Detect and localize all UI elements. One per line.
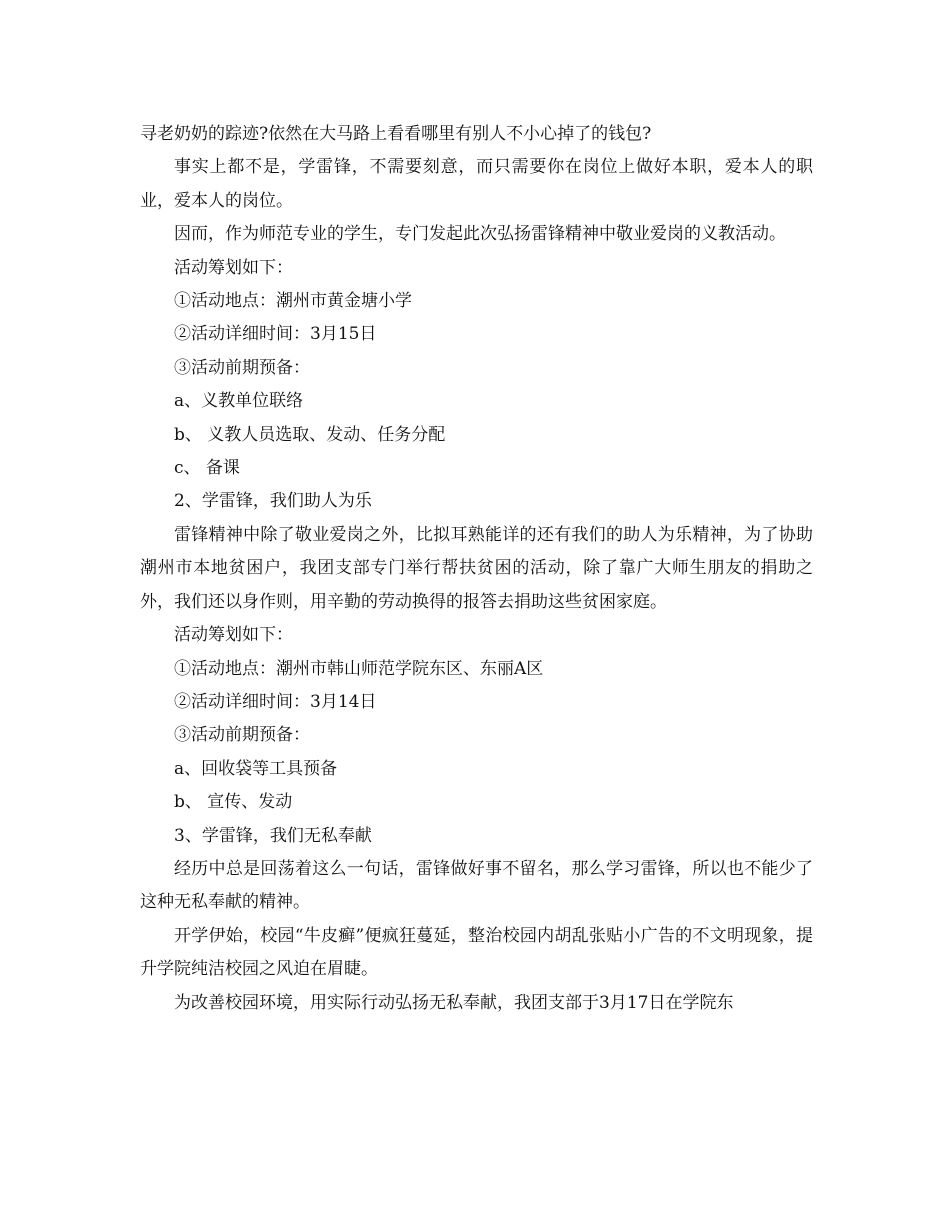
list-item: a、回收袋等工具预备 [174,758,338,779]
paragraph: 寻老奶奶的踪迹?依然在大马路上看看哪里有别人不小心掉了的钱包? [140,124,652,144]
document-body [140,118,813,1020]
paragraph: 活动筹划如下： [174,625,293,646]
list-item: ②活动详细时间：3月14日 [174,691,377,712]
list-item: ③活动前期预备： [174,357,310,378]
list-item: ①活动地点：潮州市韩山师范学院东区、东丽A区 [174,658,544,679]
list-item: b、 宣传、发动 [174,792,293,813]
list-item: a、义教单位联络 [174,391,304,412]
paragraph: 开学伊始，校园“牛皮癣”便疯狂蔓延，整治校园内胡乱张贴小广告的不文明现象，提升学院纯洁校园之风迫在眉睫。 [140,925,813,980]
section-heading: 3、学雷锋，我们无私奉献 [174,825,372,846]
list-item: b、 义教人员选取、发动、任务分配 [174,424,446,445]
paragraph: 活动筹划如下： [174,257,293,278]
section-heading: 2、学雷锋，我们助人为乐 [174,491,372,512]
paragraph: 事实上都不是，学雷锋，不需要刻意，而只需要你在岗位上做好本职，爱本人的职业，爱本人的岗位。 [140,157,813,211]
paragraph: 雷锋精神中除了敬业爱岗之外，比拟耳熟能详的还有我们的助人为乐精神，为了协助潮州市本地贫困户，我团支部专门举行帮扶贫困的活动，除了靠广大师生朋友的捐助之外，我们还以身作则，用辛勤的劳动换得的报答去捐助这些贫困家庭。 [140,524,813,612]
list-item: ①活动地点：潮州市黄金塘小学 [174,291,412,312]
list-item: ③活动前期预备： [174,725,310,746]
list-item: c、 备课 [174,458,240,479]
paragraph: 经历中总是回荡着这么一句话，雷锋做好事不留名，那么学习雷锋，所以也不能少了这种无私奉献的精神。 [140,858,813,913]
list-item: ②活动详细时间：3月15日 [174,324,377,345]
paragraph: 因而，作为师范专业的学生，专门发起此次弘扬雷锋精神中敬业爱岗的义教活动。 [174,224,786,245]
paragraph: 为改善校园环境，用实际行动弘扬无私奉献，我团支部于3月17日在学院东 [174,992,734,1013]
